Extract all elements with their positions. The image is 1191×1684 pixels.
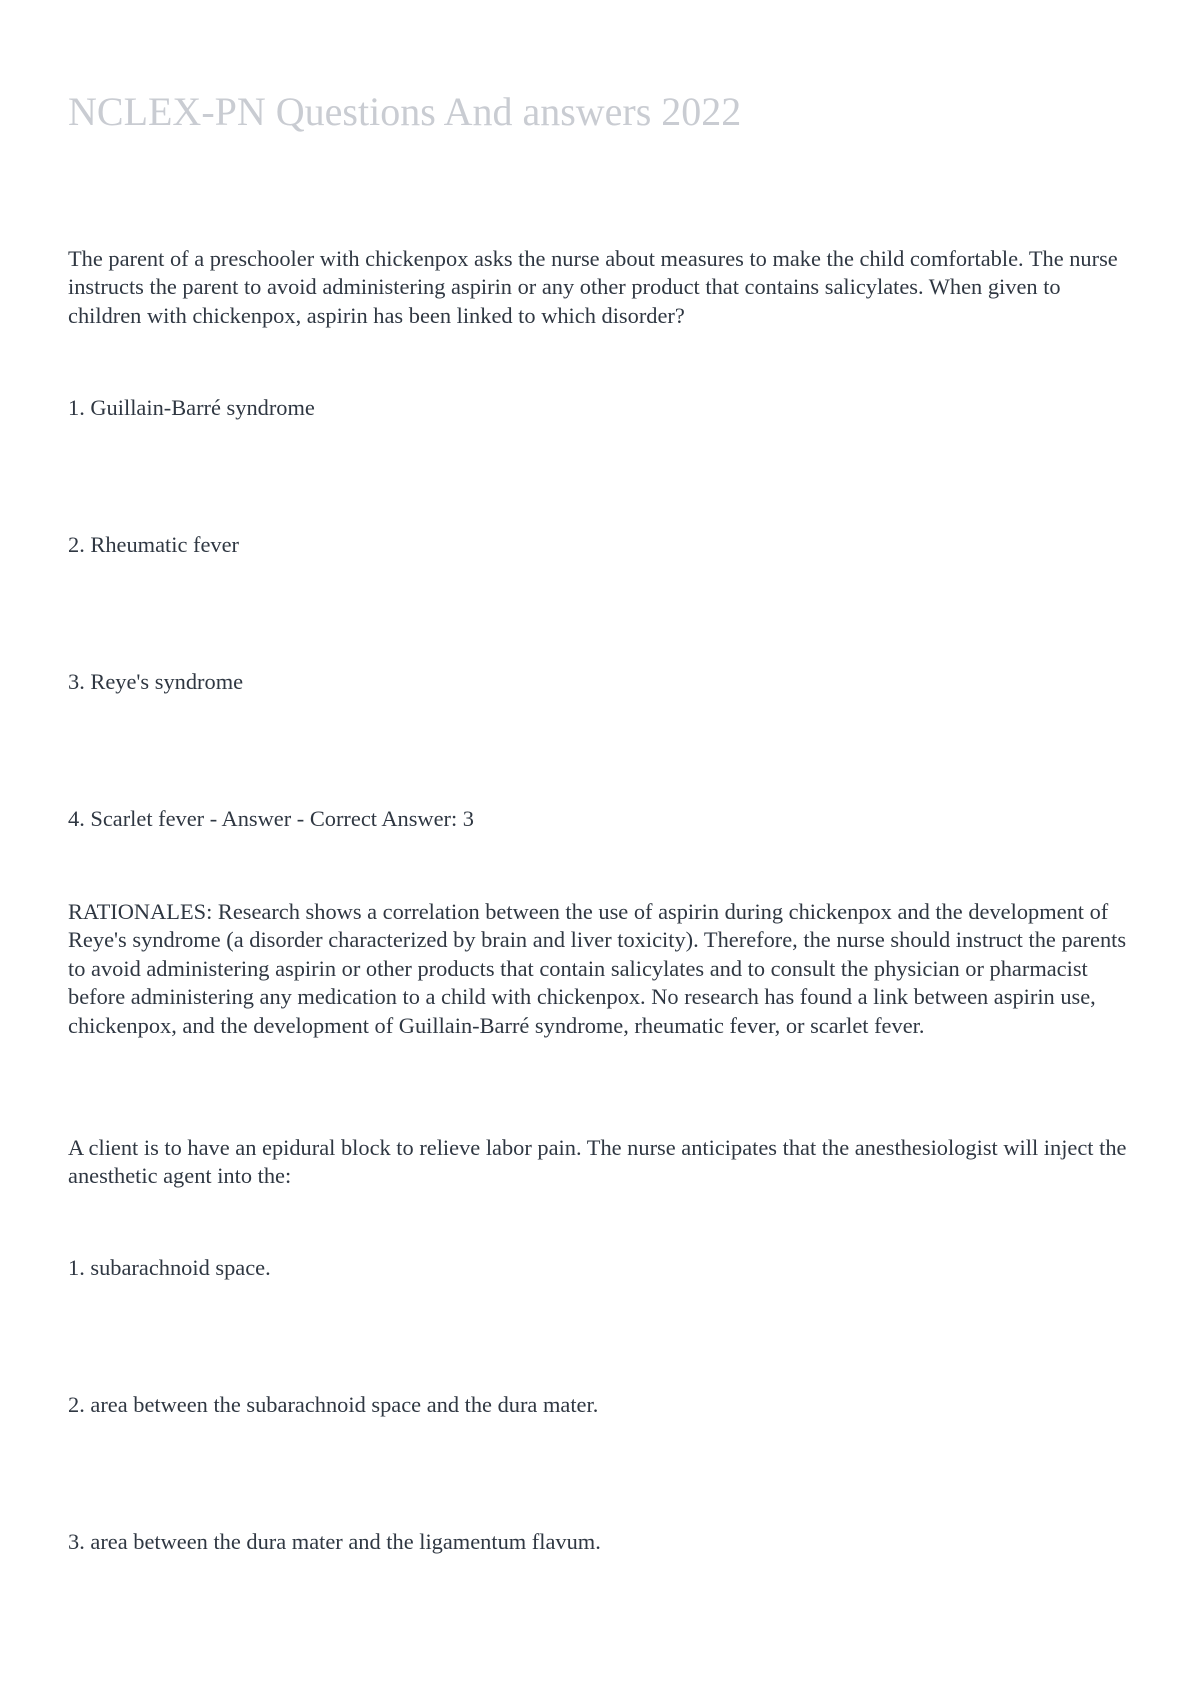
question-1-option-3: 3. Reye's syndrome xyxy=(68,669,244,694)
question-2-stem: A client is to have an epidural block to relieve labor pain. The nurse anticipates that the anesthesiologist will inject the anesthetic agent into the: xyxy=(68,1135,1127,1189)
question-2-option-1: 1. subarachnoid space. xyxy=(68,1255,271,1280)
question-1-rationale: RATIONALES: Research shows a correlation between the use of aspirin during chickenpox and the development of Reye's syndrome (a disorder characterized by brain and liver toxicity). Therefore, the nurse should instruct the parents to avoid administering aspirin or other products that contain salicylates and to consult the physician or pharmacist before administering any medication to a child with chickenpox. No research has found a link between aspirin use, chickenpox, and the development of Guillain-Barré syndrome, rheumatic fever, or scarlet fever. xyxy=(68,899,1127,1038)
question-2-option-2: 2. area between the subarachnoid space and the dura mater. xyxy=(68,1392,599,1417)
question-1-option-4-answer: 4. Scarlet fever - Answer - Correct Answer: 3 xyxy=(68,806,475,831)
question-2-option-3: 3. area between the dura mater and the ligamentum flavum. xyxy=(68,1529,601,1554)
question-1-option-1: 1. Guillain-Barré syndrome xyxy=(68,395,315,420)
question-1-stem: The parent of a preschooler with chickenpox asks the nurse about measures to make the child comfortable. The nurse instructs the parent to avoid administering aspirin or any other product that contains salicylates. When given to children with chickenpox, aspirin has been linked to which disorder? xyxy=(68,246,1118,328)
document-title: NCLEX-PN Questions And answers 2022 xyxy=(68,89,742,134)
question-1-option-2: 2. Rheumatic fever xyxy=(68,532,239,557)
